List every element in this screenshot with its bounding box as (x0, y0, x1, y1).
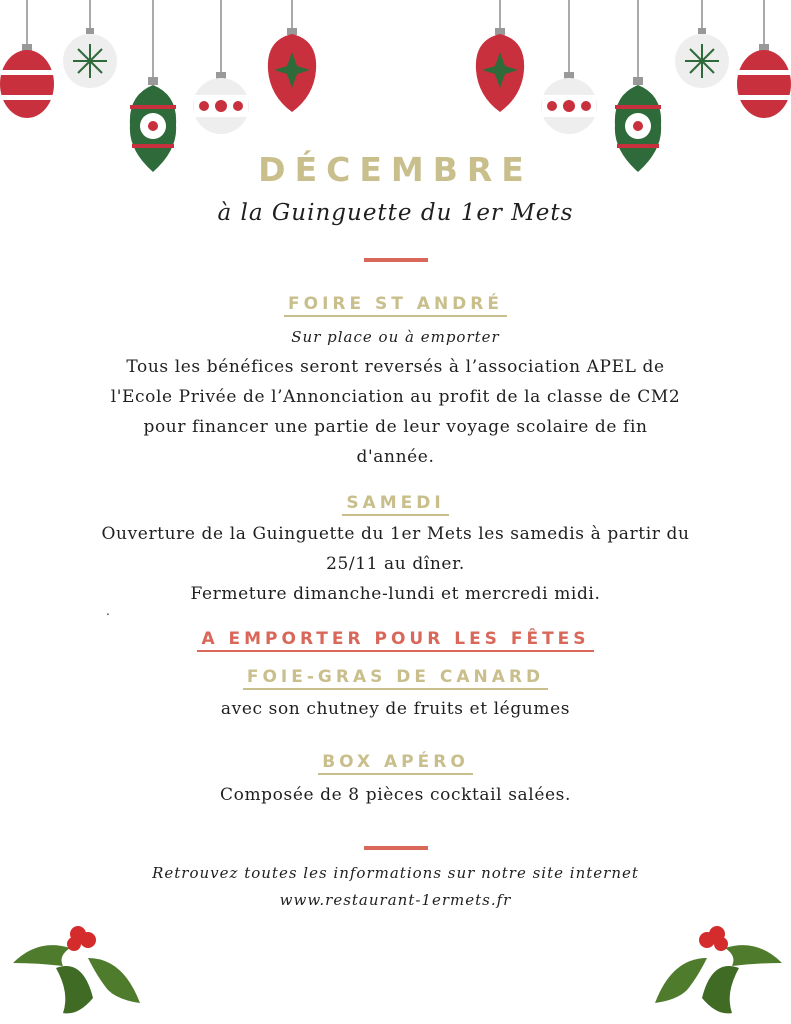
emporter-heading: A EMPORTER POUR LES FÊTES (0, 629, 791, 649)
ornament-white-snowflake-left-icon (62, 0, 118, 95)
ornament-green-right-icon (603, 0, 673, 175)
box-apero-heading: BOX APÉRO (0, 752, 791, 772)
page-title: DÉCEMBRE (258, 150, 533, 189)
foire-text: Tous les bénéfices seront reversés à l’association APEL de l'Ecole Privée de l’Annonciation au profit de la classe de CM2 pour financer une partie de leur voyage scolaire de fin d'année. (110, 357, 681, 467)
foire-heading: FOIRE ST ANDRÉ (0, 294, 791, 314)
foie-gras-heading: FOIE-GRAS DE CANARD (0, 667, 791, 687)
samedi-heading: SAMEDI (0, 493, 791, 513)
page-subtitle: à la Guinguette du 1er Mets (217, 200, 574, 226)
ornament-green-left-icon (118, 0, 188, 175)
website-link[interactable]: www.restaurant-1ermets.fr (279, 891, 512, 909)
bottom-divider (364, 846, 428, 850)
stray-mark: . (106, 604, 110, 618)
holly-right-icon (652, 918, 787, 1018)
foire-tagline: Sur place ou à emporter (291, 328, 500, 346)
foie-gras-text: avec son chutney de fruits et légumes (220, 699, 571, 719)
ornament-white-red-left-icon (192, 0, 250, 140)
holly-left-icon (8, 918, 143, 1018)
ornament-red-star-left-icon (264, 0, 320, 115)
ornament-red-left-icon (0, 0, 56, 130)
ornament-white-snowflake-right-icon (674, 0, 730, 95)
ornament-red-star-right-icon (472, 0, 528, 115)
samedi-text: Ouverture de la Guinguette du 1er Mets les samedis à partir du 25/11 au dîner. Fermeture dimanche-lundi et mercredi midi. (101, 524, 690, 604)
top-divider (364, 258, 428, 262)
footer-info: Retrouvez toutes les informations sur notre site internet (152, 864, 639, 882)
ornament-white-red-right-icon (540, 0, 598, 140)
box-apero-text: Composée de 8 pièces cocktail salées. (220, 785, 571, 805)
ornament-red-right-icon (735, 0, 791, 130)
